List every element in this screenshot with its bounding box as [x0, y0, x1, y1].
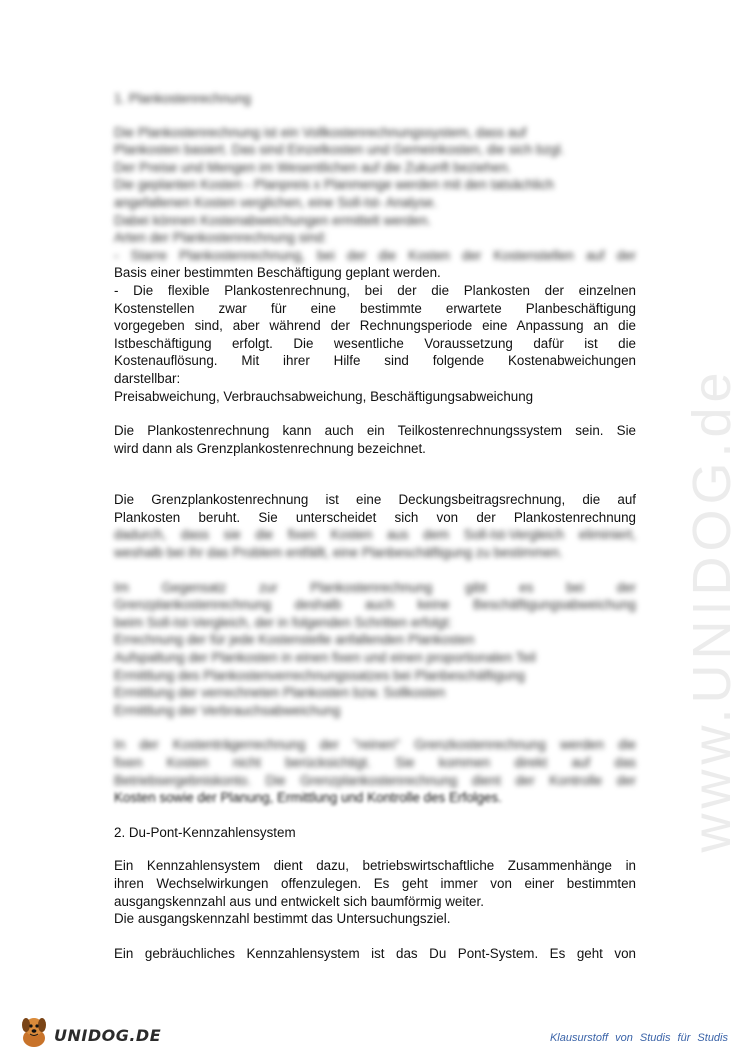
- text-line: darstellbar:: [114, 370, 181, 386]
- paragraph-plankostenrechnung: [114, 124, 636, 406]
- text-line: Preisabweichung, Verbrauchsabweichung, Beschäftigungsabweichung: [114, 388, 534, 404]
- text-line: Ermittlung der Verbrauchsabweichung: [114, 702, 341, 718]
- text-line: wird dann als Grenzplankostenrechnung bezeichnet.: [114, 440, 426, 456]
- text-line: dadurch, dass sie die fixen Kosten aus dem Soll-Ist-Vergleich eliminiert,: [114, 527, 636, 543]
- text-line: Arten der Plankostenrechnung sind:: [114, 230, 327, 246]
- text-line: Errechnung der für jede Kostenstelle anfallenden Plankosten: [114, 632, 475, 648]
- text-line: Ermittlung der verrechneten Plankosten bzw. Sollkosten: [114, 685, 446, 701]
- text-line: Im Gegensatz zur Plankostenrechnung gibt es bei der: [114, 579, 636, 595]
- logo-text: UNIDOG.DE: [54, 1026, 162, 1045]
- text-line: Ein Kennzahlensystem dient dazu, betriebswirtschaftliche Zusammenhänge in: [114, 858, 636, 874]
- text-line: weshalb bei ihr das Problem entfällt, eine Planbeschäftigung zu bestimmen.: [114, 545, 563, 561]
- dog-mascot-icon: [14, 1012, 54, 1052]
- text-line: Ein gebräuchliches Kennzahlensystem ist das Du Pont-System. Es geht von: [114, 945, 636, 961]
- text-line: Die Grenzplankostenrechnung ist eine Deckungsbeitragsrechnung, die auf: [114, 492, 636, 508]
- blurred-section-2: [114, 526, 636, 561]
- text-line: Plankosten beruht. Sie unterscheidet sich von der Plankostenrechnung: [114, 509, 636, 525]
- text-line: beim Soll-Ist-Vergleich, der in folgenden Schritten erfolgt:: [114, 614, 452, 630]
- text-line: Istbeschäftigung erfolgt. Die wesentliche Voraussetzung dafür ist die: [114, 335, 636, 351]
- paragraph-soll-ist-vergleich: [114, 579, 636, 720]
- footer-slogan: Klausurstoff von Studis für Studis: [549, 1032, 728, 1044]
- text-line: Die ausgangskennzahl bestimmt das Untersuchungsziel.: [114, 911, 451, 927]
- paragraph-kennzahlensystem: [114, 857, 636, 927]
- paragraph-du-pont-system: [114, 945, 636, 963]
- text-line: In der Kostenträgerrechnung der "reinen" Grenzkostenrechnung werden die: [114, 737, 636, 753]
- document-body: [114, 90, 636, 979]
- text-line: Kostenauflösung. Mit ihrer Hilfe sind folgende Kostenabweichungen: [114, 353, 636, 369]
- text-line: Dabei können Kostenabweichungen ermittelt werden.: [114, 212, 432, 228]
- watermark: www.UNIDOG.de: [682, 367, 742, 853]
- text-line: Basis einer bestimmten Beschäftigung geplant werden.: [114, 265, 441, 281]
- text-line: Der Preise und Mengen im Wesentlichen auf die Zukunft beziehen.: [114, 159, 512, 175]
- text-line: Aufspaltung der Plankosten in einen fixen und einen proportionalen Teil: [114, 650, 536, 666]
- blurred-section-3: [114, 736, 636, 789]
- text-line: ausgangskennzahl aus und entwickelt sich baumförmig weiter.: [114, 893, 484, 909]
- text-line: - Starre Plankostenrechnung, bei der die Kosten der Kostenstellen auf der: [114, 247, 636, 263]
- text-line: Die Plankostenrechnung ist ein Vollkostenrechnungssystem, dass auf: [114, 124, 527, 140]
- paragraph-kostentraegerrechnung: [114, 736, 636, 806]
- paragraph-teilkosten: [114, 422, 636, 457]
- text-line: Die geplanten Kosten - Planpreis x Planmenge werden mit den tatsächlich: [114, 177, 554, 193]
- heading-plankostenrechnung: 1. Plankostenrechnung: [114, 91, 251, 106]
- text-line: - Die flexible Plankostenrechnung, bei der die Plankosten der einzelnen: [114, 282, 636, 298]
- text-line: vorgegeben sind, aber während der Rechnungsperiode eine Anpassung an die: [114, 318, 636, 334]
- text-line: ihren Wechselwirkungen offenzulegen. Es geht immer von einer bestimmten: [114, 875, 636, 891]
- text-line: Die Plankostenrechnung kann auch ein Teilkostenrechnungssystem sein. Sie: [114, 423, 636, 439]
- text-line: angefallenen Kosten verglichen, eine Soll-Ist- Analyse.: [114, 194, 438, 210]
- text-line: Grenzplankostenrechnung deshalb auch keine Beschäftigungsabweichung: [114, 597, 636, 613]
- text-line: Kostenstellen zwar für eine bestimmte erwartete Planbeschäftigung: [114, 300, 636, 316]
- unidog-logo: [14, 1012, 164, 1052]
- text-line: Plankosten basiert. Das sind Einzelkosten und Gemeinkosten, die sich bzgl.: [114, 142, 565, 158]
- text-line: fixen Kosten nicht berücksichtigt. Sie kommen direkt auf das: [114, 755, 636, 770]
- paragraph-grenzplankosten: [114, 491, 636, 561]
- blurred-section-1: [114, 124, 636, 265]
- text-line: Betriebsergebniskonto. Die Grenzplankostenrechnung dient der Kontrolle der: [114, 772, 636, 788]
- heading-du-pont: 2. Du-Pont-Kennzahlensystem: [114, 824, 296, 840]
- text-line: Kosten sowie der Planung, Ermittlung und Kontrolle des Erfolges.: [114, 790, 502, 806]
- text-line: Ermittlung des Plankostenverrechnungssatzes bei Planbeschäftigung: [114, 667, 525, 683]
